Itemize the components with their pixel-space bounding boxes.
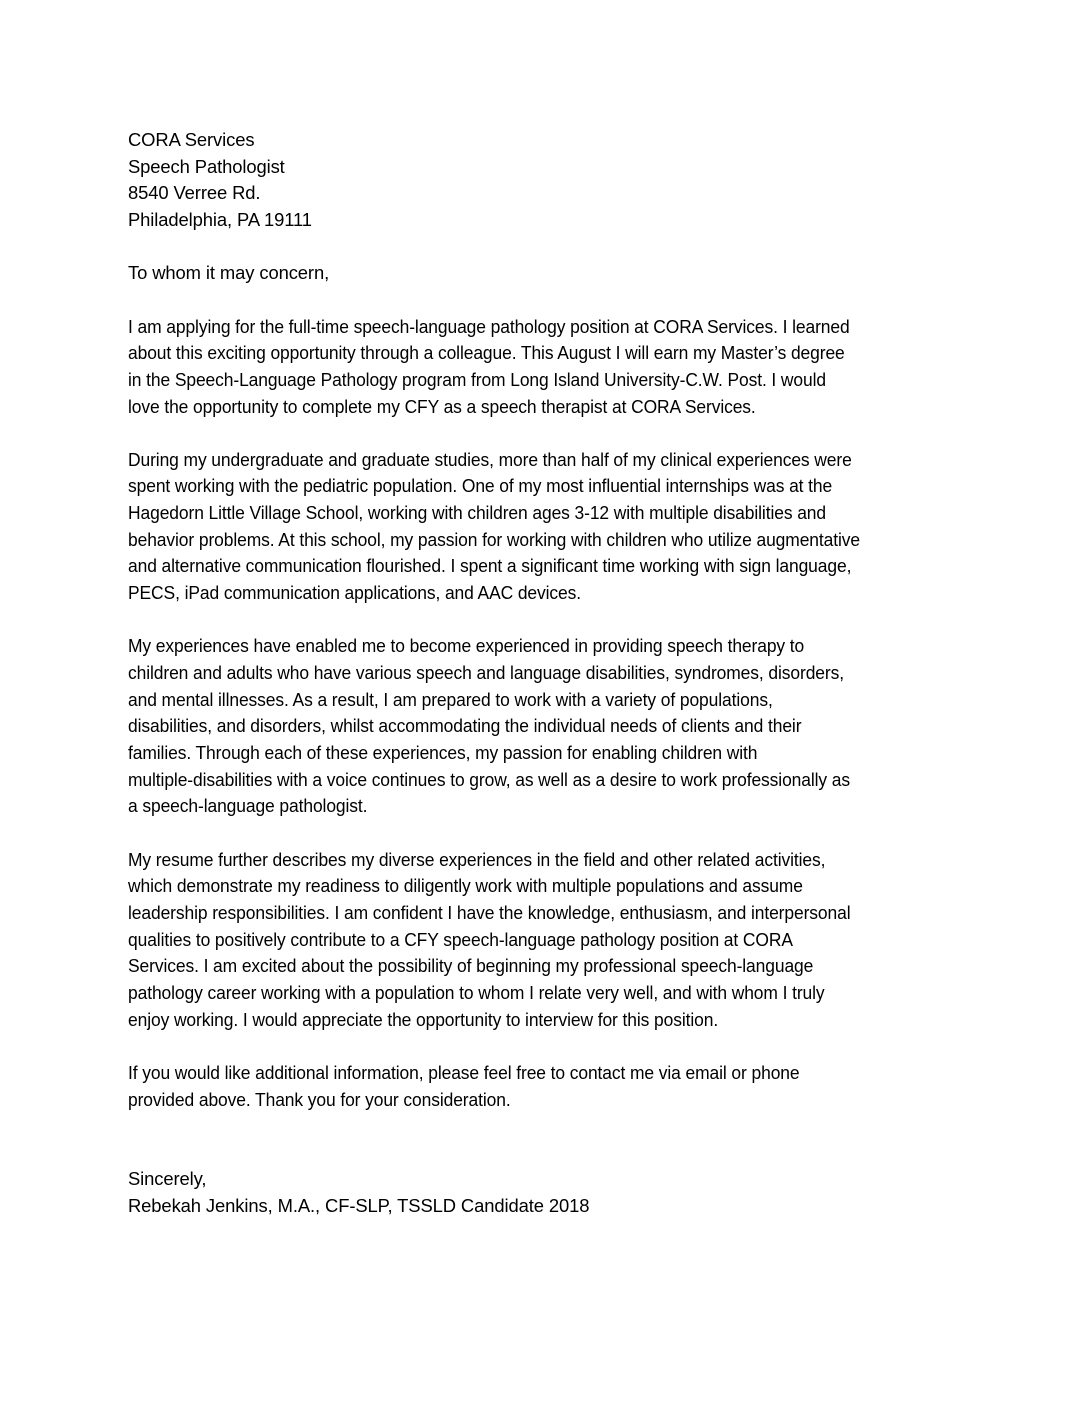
paragraph-line: disabilities, and disorders, whilst accommodating the individual needs of clients and their <box>128 715 802 737</box>
paragraph-line: enjoy working. I would appreciate the opportunity to interview for this position. <box>128 1008 719 1030</box>
paragraph-line: spent working with the pediatric population. One of my most influential internships was at the <box>128 475 833 497</box>
spacer <box>128 420 1008 447</box>
signature-text: Rebekah Jenkins, M.A., CF-SLP, TSSLD Candidate 2018 <box>128 1195 590 1217</box>
paragraph-line: I am applying for the full-time speech-language pathology position at CORA Services. I learned <box>128 315 850 337</box>
recipient-company: CORA Services <box>128 129 255 150</box>
paragraph-line: provided above. Thank you for your consideration. <box>128 1088 511 1110</box>
paragraph-line: My resume further describes my diverse experiences in the field and other related activities, <box>128 848 826 870</box>
paragraph-line: which demonstrate my readiness to diligently work with multiple populations and assume <box>128 875 803 897</box>
paragraph-line: leadership responsibilities. I am confident I have the knowledge, enthusiasm, and interpersonal <box>128 901 851 923</box>
paragraph-line: in the Speech-Language Pathology program from Long Island University-C.W. Post. I would <box>128 368 827 390</box>
paragraph-line: love the opportunity to complete my CFY as a speech therapist at CORA Services. <box>128 395 756 417</box>
paragraph-line: qualities to positively contribute to a CFY speech-language pathology position at CORA <box>128 928 793 950</box>
spacer <box>128 607 1008 634</box>
paragraph-line: behavior problems. At this school, my passion for working with children who utilize augmentative <box>128 528 860 550</box>
paragraph-experience <box>128 633 1008 820</box>
paragraph-line: multiple-disabilities with a voice continues to grow, as well as a desire to work professionally as <box>128 768 850 790</box>
paragraph-line: Services. I am excited about the possibility of beginning my professional speech-language <box>128 955 814 977</box>
paragraph-studies <box>128 447 1008 607</box>
recipient-street: 8540 Verree Rd. <box>128 182 261 204</box>
spacer <box>128 1033 1008 1060</box>
paragraph-line: Hagedorn Little Village School, working with children ages 3-12 with multiple disabilities and <box>128 502 827 524</box>
paragraph-line: families. Through each of these experiences, my passion for enabling children with <box>128 742 758 764</box>
paragraph-line: During my undergraduate and graduate studies, more than half of my clinical experiences were <box>128 448 852 470</box>
paragraph-line: a speech-language pathologist. <box>128 795 368 817</box>
paragraph-contact <box>128 1060 1008 1113</box>
paragraph-line: PECS, iPad communication applications, and AAC devices. <box>128 582 582 604</box>
spacer <box>128 1113 1008 1166</box>
spacer <box>128 820 1008 847</box>
recipient-title: Speech Pathologist <box>128 155 285 177</box>
recipient-city: Philadelphia, PA 19111 <box>128 208 312 230</box>
paragraph-line: about this exciting opportunity through a colleague. This August I will earn my Master’s degree <box>128 342 845 364</box>
paragraph-line: and mental illnesses. As a result, I am prepared to work with a variety of populations, <box>128 688 773 710</box>
paragraph-line: If you would like additional information, please feel free to contact me via email or phone <box>128 1061 800 1083</box>
salutation-text: To whom it may concern, <box>128 262 330 284</box>
paragraph-line: children and adults who have various speech and language disabilities, syndromes, disorders, <box>128 662 844 684</box>
spacer <box>128 287 1008 314</box>
paragraph-line: and alternative communication flourished. I spent a significant time working with sign language, <box>128 555 852 577</box>
letter-page <box>128 127 1008 1220</box>
paragraph-resume <box>128 847 1008 1034</box>
paragraph-line: pathology career working with a population to whom I relate very well, and with whom I truly <box>128 981 825 1003</box>
paragraph-line: My experiences have enabled me to become experienced in providing speech therapy to <box>128 635 805 657</box>
spacer <box>128 234 1008 261</box>
paragraph-intro <box>128 314 1008 421</box>
closing-block <box>128 1166 1008 1219</box>
salutation <box>128 260 1008 287</box>
closing-text: Sincerely, <box>128 1168 207 1190</box>
recipient-address <box>128 127 1008 234</box>
